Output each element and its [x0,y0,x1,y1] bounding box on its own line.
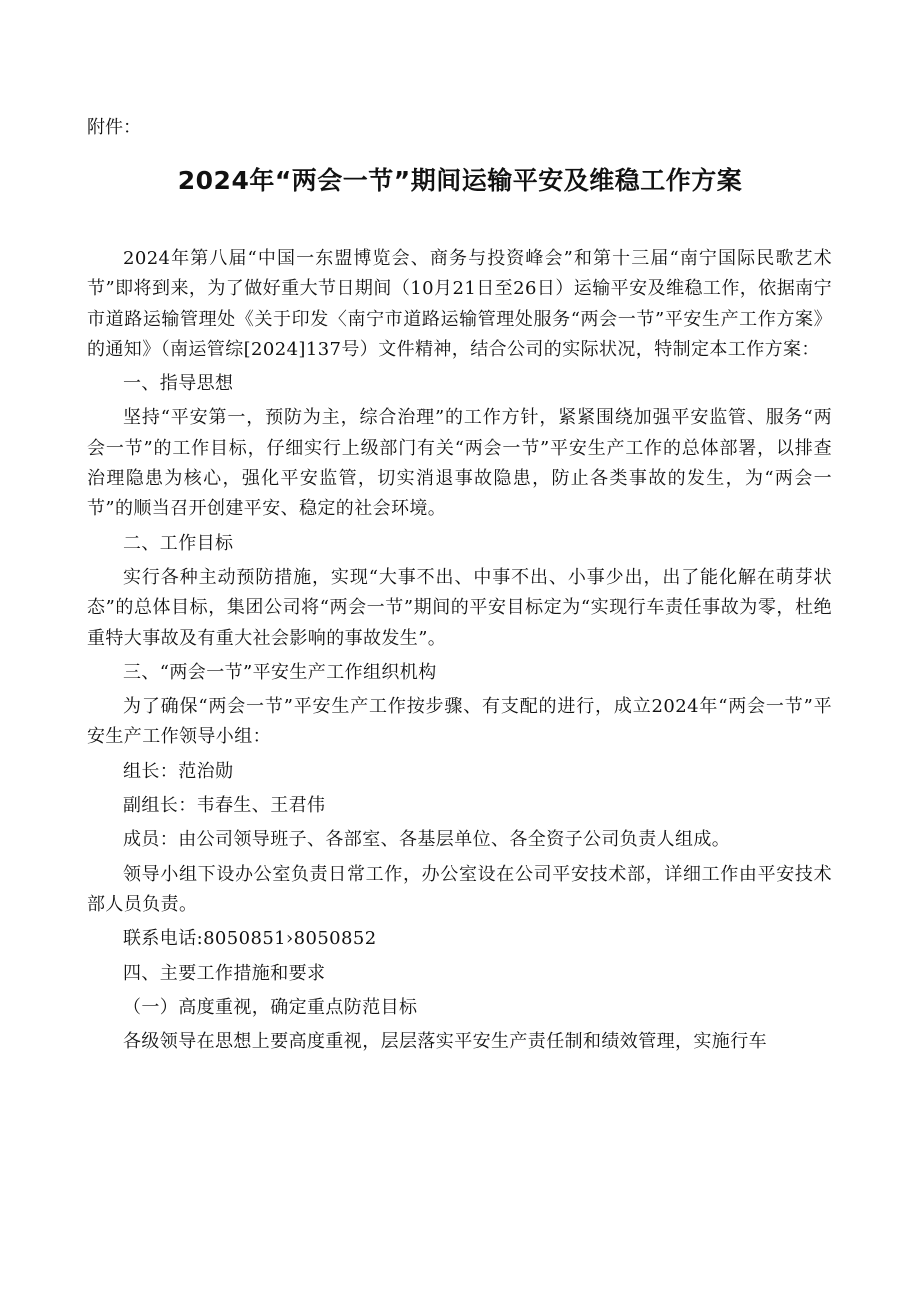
attachment-label: 附件： [87,117,141,138]
section-heading-organization: 三、“两会一节”平安生产工作组织机构 [123,661,437,683]
priority-paragraph: 各级领导在思想上要高度重视，层层落实平安生产责任制和绩效管理，实施行车 [123,1031,767,1053]
guiding-thought-paragraph: 坚持“平安第一，预防为主，综合治理”的工作方针，紧紧围绕加强平安监管、服务“两会一节”的工作目标，仔细实行上级部门有关“两会一节”平安生产工作的总体部署，以排查治理隐患为核心，强化平安监管，切实消退事故隐患，防止各类事故的发生，为“两会一节”的顺当召开创建平安、稳定的社会环境。 [87,407,832,520]
members-line: 成员：由公司领导班子、各部室、各基层单位、各全资子公司负责人组成。 [123,829,731,851]
document-body [87,244,832,1057]
document-title: 2024年“两会一节”期间运输平安及维稳工作方案 [177,166,743,195]
office-paragraph: 领导小组下设办公室负责日常工作，办公室设在公司平安技术部，详细工作由平安技术部人员负责。 [87,863,832,915]
deputy-leader-line: 副组长：韦春生、王君伟 [123,795,326,817]
organization-paragraph: 为了确保“两会一节”平安生产工作按步骤、有支配的进行，成立2024年“两会一节”平安生产工作领导小组： [87,696,832,748]
work-goals-paragraph: 实行各种主动预防措施，实现“大事不出、中事不出、小事少出，出了能化解在萌芽状态”的总体目标，集团公司将“两会一节”期间的平安目标定为“实现行车责任事故为零，杜绝重特大事故及有重大社会影响的事故发生”。 [87,566,832,649]
section-heading-work-goals: 二、工作目标 [123,532,234,554]
team-leader-line: 组长：范治勋 [123,760,234,782]
subsection-heading-priority: （一）高度重视，确定重点防范目标 [123,996,418,1018]
section-heading-guiding-thought: 一、指导思想 [123,373,234,395]
section-heading-measures: 四、主要工作措施和要求 [123,962,326,984]
intro-paragraph: 2024年第八届“中国一东盟博览会、商务与投资峰会”和第十三届“南宁国际民歌艺术节”即将到来，为了做好重大节日期间（10月21日至26日）运输平安及维稳工作，依据南宁市道路运输管理处《关于印发〈南宁市道路运输管理处服务“两会一节”平安生产工作方案》的通知》（南运管综[2024]137号）文件精神，结合公司的实际状况，特制定本工作方案： [87,248,832,360]
contact-phone-line: 联系电话:8050851›8050852 [123,928,377,950]
